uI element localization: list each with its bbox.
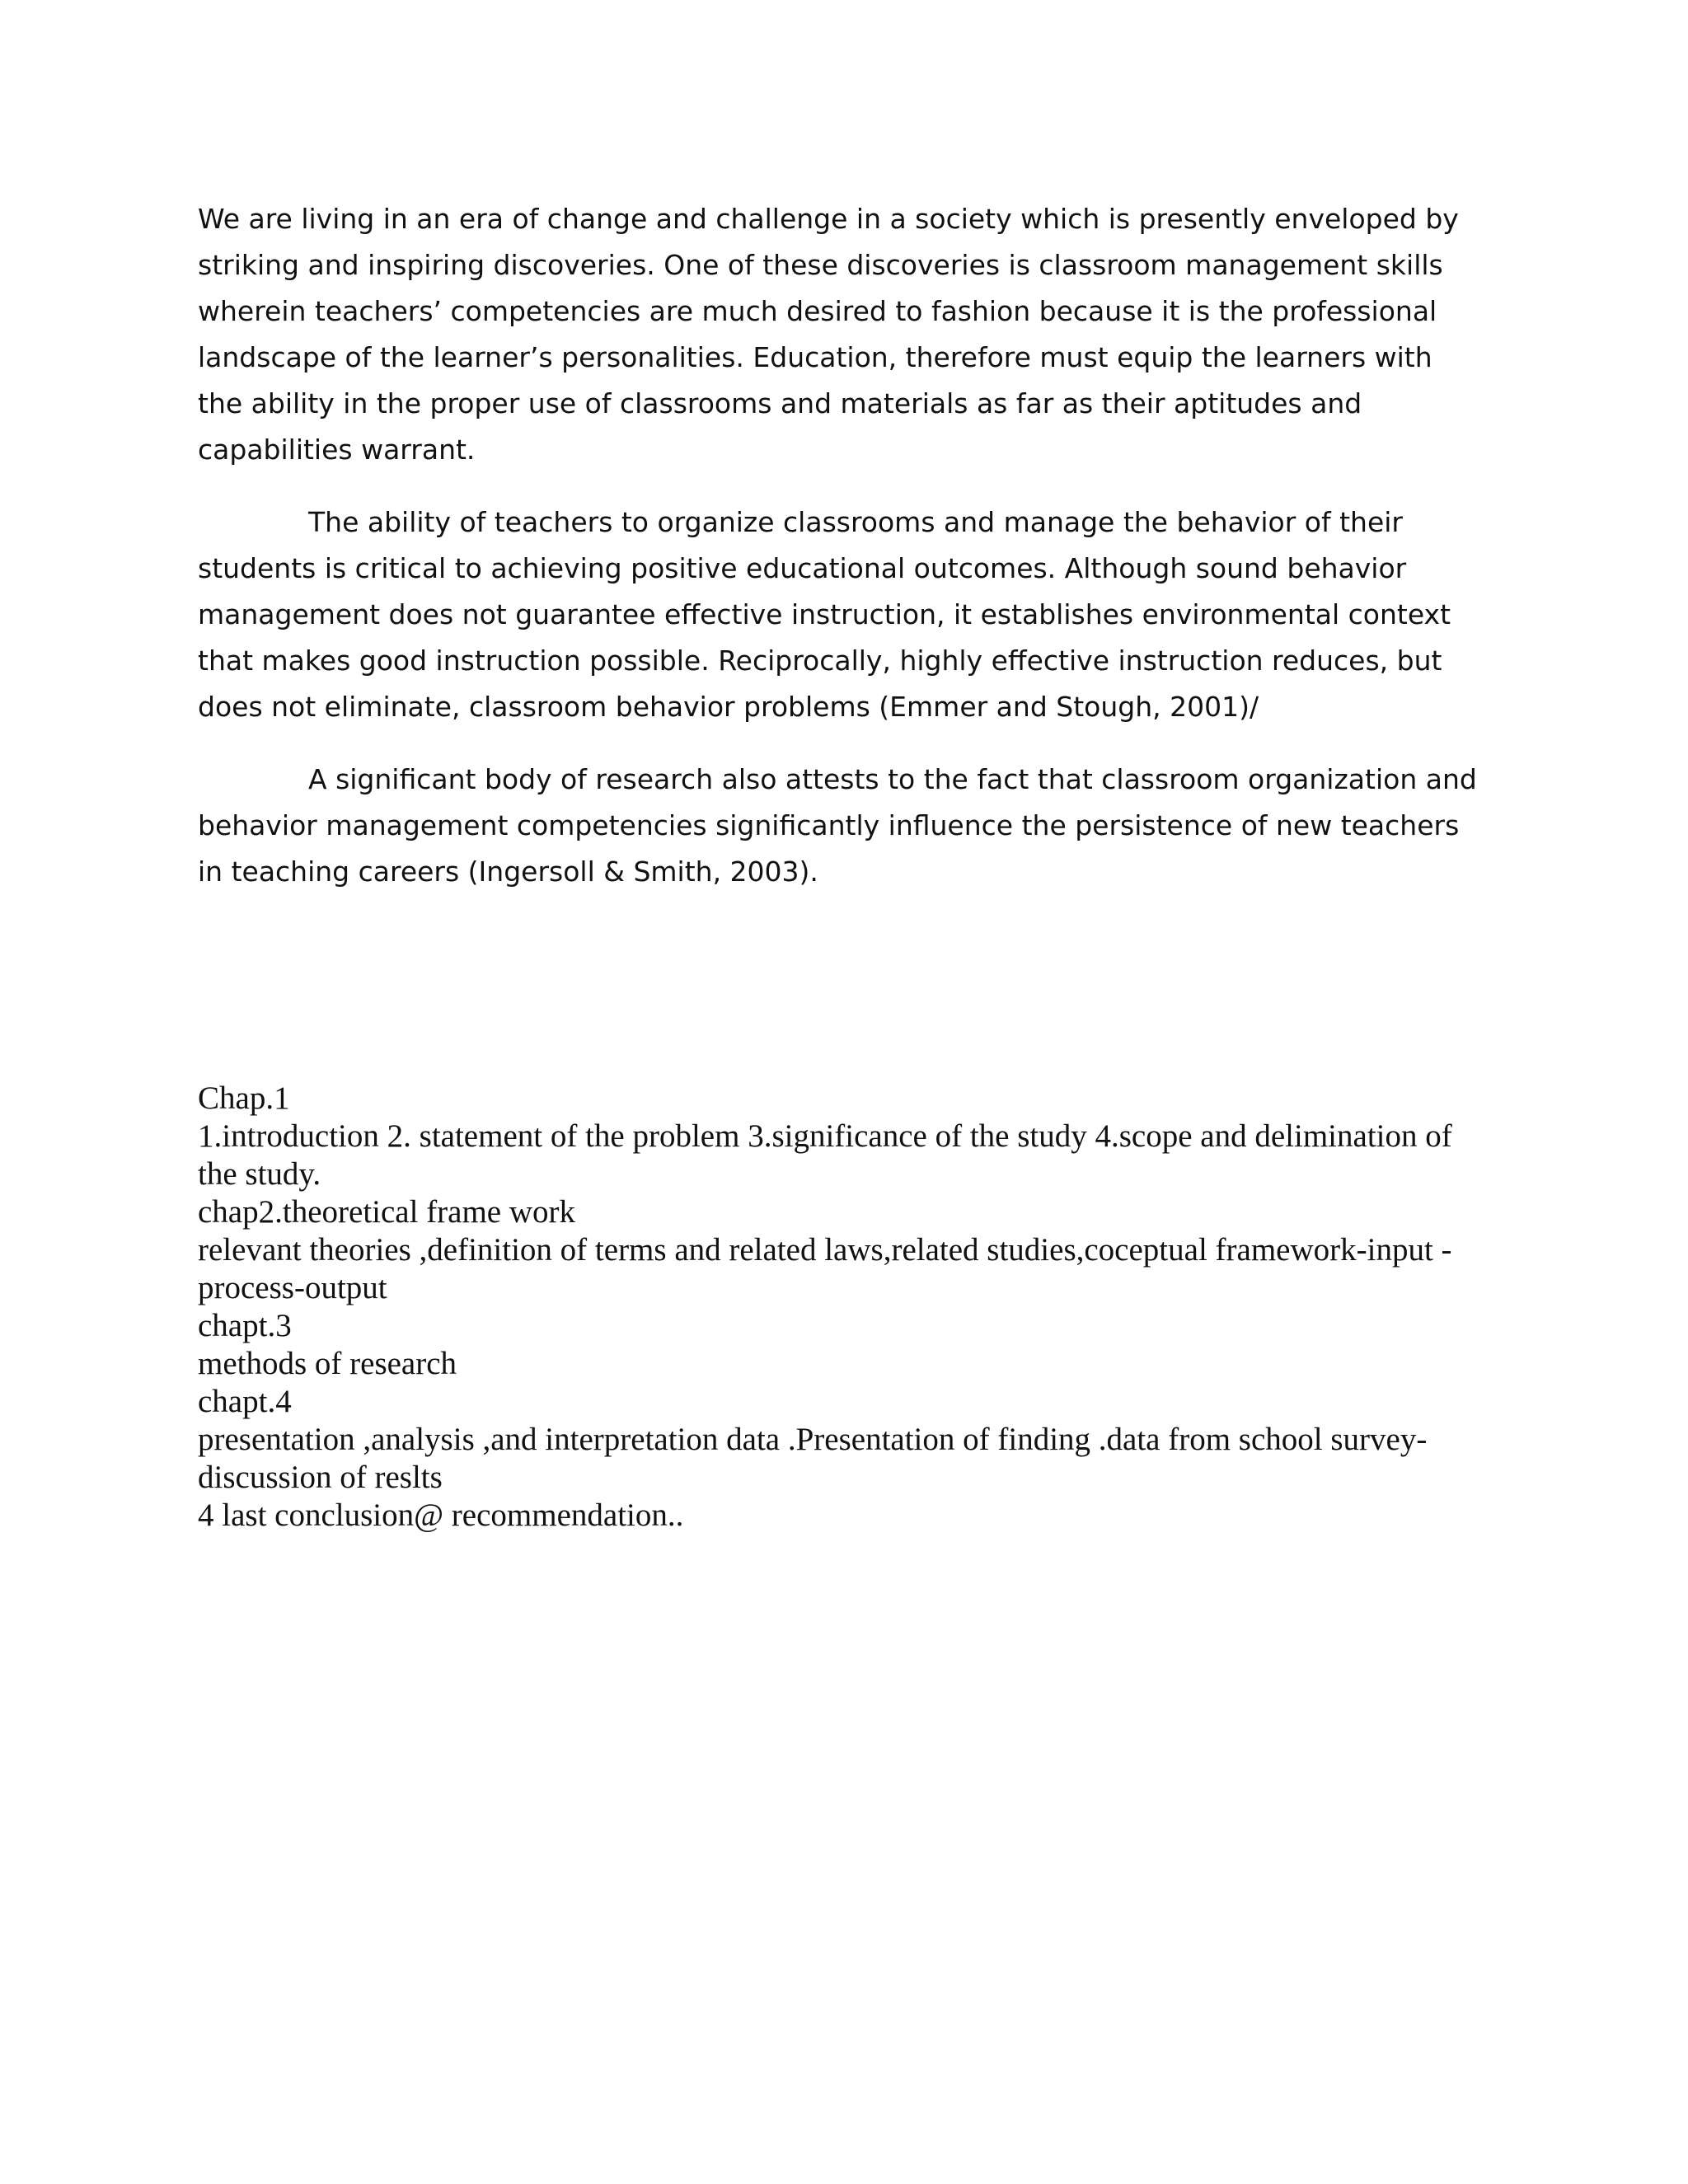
outline-chapter-1-heading: Chap.1: [198, 1080, 290, 1116]
outline-chapter-3-heading: chapt.3: [198, 1308, 292, 1343]
paragraph-research-body: A significant body of research also attests to the fact that classroom organization and behavior management competencies significantly influence the persistence of new teachers in teaching careers (Ingersoll & Smith, 2003).: [198, 763, 1477, 888]
outline-chapter-3-contents: methods of research: [198, 1346, 457, 1381]
outline-last-chapter: 4 last conclusion@ recommendation..: [198, 1497, 684, 1533]
chapter-outline: [198, 1080, 1480, 1535]
outline-chapter-1-contents: 1.introduction 2. statement of the problem 3.significance of the study 4.scope and delimination of the study.: [198, 1118, 1452, 1192]
body-text: [198, 196, 1480, 921]
paragraph-intro: We are living in an era of change and challenge in a society which is presently enveloped by striking and inspiring discoveries. One of these discoveries is classroom management skills wherein teachers’ competencies are much desired to fashion because it is the professional landscape of the learner’s personalities. Education, therefore must equip the learners with the ability in the proper use of classrooms and materials as far as their aptitudes and capabilities warrant.: [198, 203, 1459, 466]
outline-chapter-4-contents: presentation ,analysis ,and interpretation data .Presentation of finding .data from school survey-discussion of reslts: [198, 1422, 1428, 1495]
outline-chapter-4-heading: chapt.4: [198, 1384, 292, 1419]
paragraph-teacher-ability: The ability of teachers to organize classrooms and manage the behavior of their students is critical to achieving positive educational outcomes. Although sound behavior management does not guarantee effective instruction, it establishes environmental context that makes good instruction possible. Reciprocally, highly effective instruction reduces, but does not eliminate, classroom behavior problems (Emmer and Stough, 2001)/: [198, 506, 1451, 723]
outline-chapter-2-heading: chap2.theoretical frame work: [198, 1194, 576, 1230]
outline-chapter-2-contents: relevant theories ,definition of terms and related laws,related studies,coceptual framework-input -process-output: [198, 1232, 1452, 1305]
